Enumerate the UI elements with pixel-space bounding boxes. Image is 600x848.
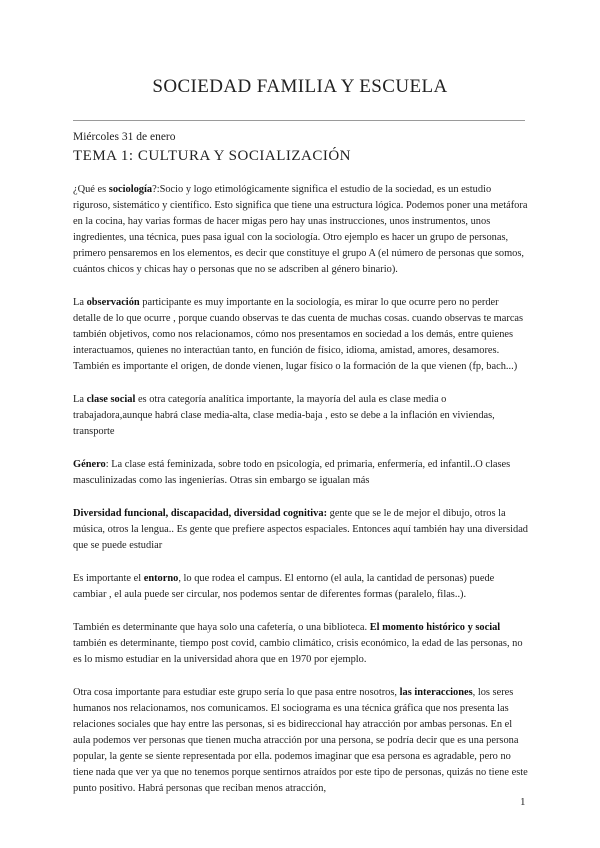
paragraph-sociologia: ¿Qué es sociología?:Socio y logo etimológicamente significa el estudio de la sociedad, es un estudio riguroso, sistemático y científico. Esto significa que tiene una estructura lógica. Podemos poner una metáfora en la cocina, hay varias formas de hacer migas pero hay unas instrucciones, unos instrumentos, unos ingredientes, una técnica, pues pasa igual con la sociología. Otro ejemplo es hacer un grupo de personas, primero pensaremos en los elementos, es decir que constituye el grupo A (el número de personas que somos, cuántos chicos y chicas hay o personas que no se adscriben al género binario). [73,184,528,275]
paragraph-interacciones: Otra cosa importante para estudiar este grupo sería lo que pasa entre nosotros, las interacciones, los seres humanos nos relacionamos, nos comunicamos. El sociograma es una técnica gráfica que nos presenta las relaciones sociales que hay entre las personas, si es bidireccional hay atracción por ambas personas. En el aula podemos ver personas que tienen mucha atracción por una persona, se podría decir que es una persona popular, la gente se siente representada por ella. podemos imaginar que esa persona es agradable, pero no tiene nada que ver ya que no tenemos porque sentirnos atraídos por este tipo de personas, quizás no tiene este punto positivo. Habrá personas que reciban menos atracción, [73,687,528,794]
section-heading: TEMA 1: CULTURA Y SOCIALIZACIÓN [73,148,352,164]
paragraph-entorno: Es importante el entorno, lo que rodea el campus. El entorno (el aula, la cantidad de personas) puede cambiar , el aula puede ser circular, nos podemos sentar de diferentes formas (paralelo, filas..). [73,573,495,600]
document-body [73,182,528,814]
date-line: Miércoles 31 de enero [73,131,176,143]
paragraph-genero: Género: La clase está feminizada, sobre todo en psicología, ed primaria, enfermería, ed infantil..O clases masculinizadas como las ingenierías. Otras sin embargo se igualan más [73,459,511,486]
title-divider [73,120,525,121]
paragraph-diversidad: Diversidad funcional, discapacidad, diversidad cognitiva: gente que se le de mejor el dibujo, otros la música, otros la lengua.. Es gente que prefiere aspectos espaciales. Entonces aquí también hay una diversidad que se puede estudiar [73,508,529,551]
paragraph-clase-social: La clase social es otra categoría analítica importante, la mayoría del aula es clase media o trabajadora,aunque habrá clase media-alta, clase media-baja , esto se debe a la inflación en viviendas, transporte [73,394,495,437]
paragraph-observacion: La observación participante es muy importante en la sociología, es mirar lo que ocurre pero no perder detalle de lo que ocurre , porque cuando observas te das cuenta de muchas cosas. cuando observas te marcas también objetivos, como nos relacionamos, cómo nos presentamos en sociedad a los demás, entre quienes interactuamos, quienes no interactúan tanto, en función de físico, idioma, amistad, amores, desamores. También es importante el origen, de donde vienen, lugar físico o la formación de la que vienen (fp, bach...) [73,297,524,372]
document-title: SOCIEDAD FAMILIA Y ESCUELA [152,76,448,97]
page-number: 1 [520,796,526,808]
paragraph-momento-historico: También es determinante que haya solo una cafetería, o una biblioteca. El momento histórico y social también es determinante, tiempo post covid, cambio climático, crisis económico, la edad de las personas, no es lo mismo estudiar en la universidad ahora que en 1970 por ejemplo. [73,622,523,665]
